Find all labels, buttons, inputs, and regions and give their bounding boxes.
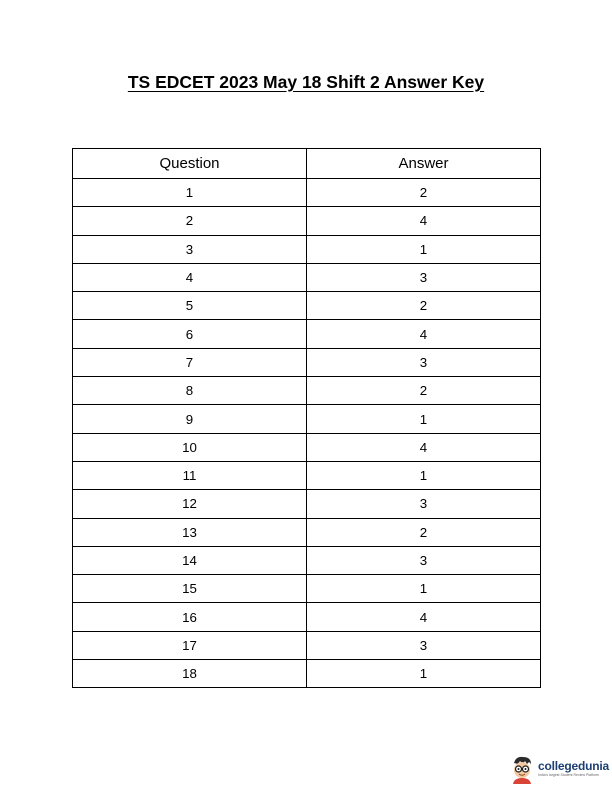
table-row <box>73 179 541 207</box>
question-number-cell: 14 <box>73 546 307 574</box>
answer-cell: 4 <box>307 603 541 631</box>
table-row <box>73 292 541 320</box>
answer-cell: 2 <box>307 292 541 320</box>
answer-cell: 3 <box>307 631 541 659</box>
table-row <box>73 320 541 348</box>
question-number-cell: 4 <box>73 263 307 291</box>
question-number-cell: 12 <box>73 490 307 518</box>
answer-cell: 1 <box>307 575 541 603</box>
answer-cell: 2 <box>307 518 541 546</box>
question-number-cell: 17 <box>73 631 307 659</box>
brand-name: collegedunia <box>538 759 609 774</box>
table-row <box>73 490 541 518</box>
question-number-cell: 13 <box>73 518 307 546</box>
brand-tagline: India's largest Student Review Platform <box>538 773 599 778</box>
table-row <box>73 207 541 235</box>
page-title: TS EDCET 2023 May 18 Shift 2 Answer Key <box>127 72 485 92</box>
answer-cell: 3 <box>307 490 541 518</box>
answer-cell: 3 <box>307 263 541 291</box>
table-row <box>73 348 541 376</box>
answer-cell: 3 <box>307 348 541 376</box>
question-number-cell: 10 <box>73 433 307 461</box>
question-number-cell: 8 <box>73 377 307 405</box>
answer-cell: 1 <box>307 405 541 433</box>
header-answer: Answer <box>307 149 541 179</box>
question-number-cell: 11 <box>73 461 307 489</box>
table-row <box>73 631 541 659</box>
header-question: Question <box>73 149 307 179</box>
answer-cell: 1 <box>307 461 541 489</box>
answer-cell: 2 <box>307 179 541 207</box>
brand-watermark <box>508 754 609 784</box>
answer-cell: 1 <box>307 660 541 688</box>
question-number-cell: 15 <box>73 575 307 603</box>
question-number-cell: 5 <box>73 292 307 320</box>
answer-cell: 2 <box>307 377 541 405</box>
answer-cell: 3 <box>307 546 541 574</box>
table-row <box>73 660 541 688</box>
question-number-cell: 16 <box>73 603 307 631</box>
table-row <box>73 546 541 574</box>
table-row <box>73 575 541 603</box>
question-number-cell: 18 <box>73 660 307 688</box>
question-number-cell: 1 <box>73 179 307 207</box>
answer-cell: 1 <box>307 235 541 263</box>
table-row <box>73 433 541 461</box>
answer-key-table <box>72 148 541 688</box>
table-row <box>73 405 541 433</box>
answer-cell: 4 <box>307 433 541 461</box>
collegedunia-mascot-icon <box>508 754 536 784</box>
question-number-cell: 2 <box>73 207 307 235</box>
table-row <box>73 263 541 291</box>
question-number-cell: 9 <box>73 405 307 433</box>
question-number-cell: 7 <box>73 348 307 376</box>
table-row <box>73 518 541 546</box>
table-row <box>73 461 541 489</box>
table-row <box>73 603 541 631</box>
answer-cell: 4 <box>307 207 541 235</box>
table-header-row <box>73 149 541 179</box>
question-number-cell: 6 <box>73 320 307 348</box>
table-row <box>73 235 541 263</box>
question-number-cell: 3 <box>73 235 307 263</box>
answer-cell: 4 <box>307 320 541 348</box>
table-row <box>73 377 541 405</box>
